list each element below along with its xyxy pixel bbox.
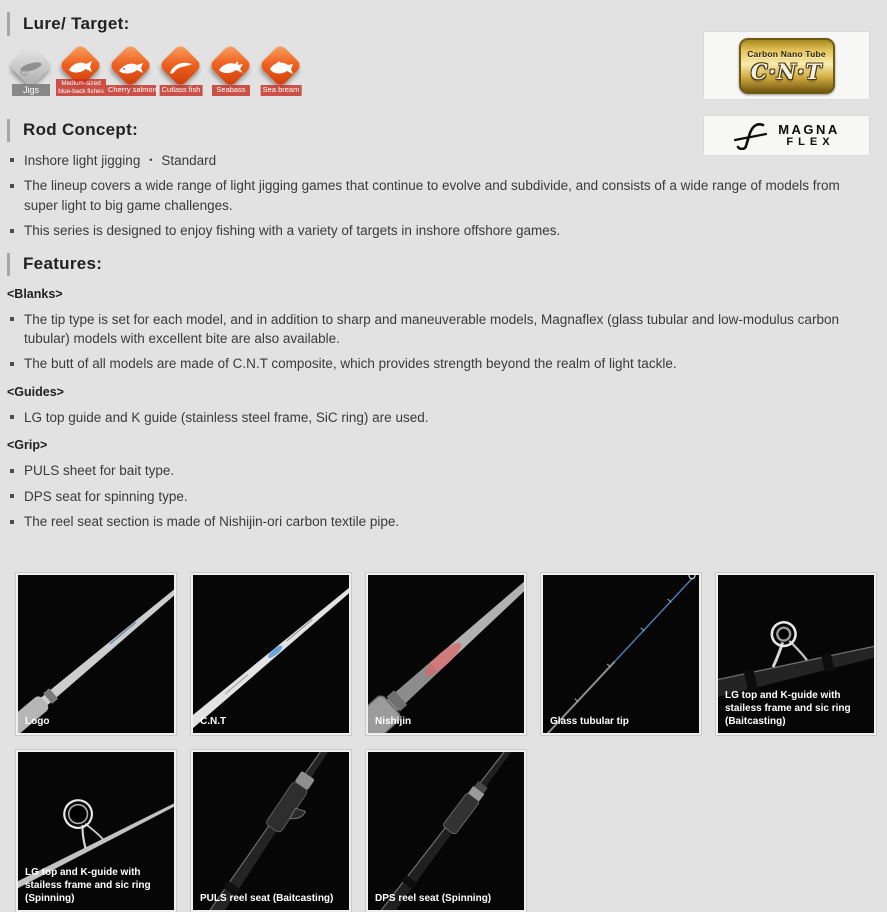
grip-bullets: [0, 461, 887, 531]
rod-logo-photo: [18, 575, 174, 733]
features-group-title-guides: <Guides>: [7, 384, 64, 399]
gallery-thumbnail-dps-seat[interactable]: [366, 750, 526, 912]
lure-label: Medium-sized blue-back fishes: [56, 79, 106, 95]
cutlass-fish-icon: [167, 58, 195, 78]
features-section: [0, 253, 887, 532]
features-heading: Features:: [7, 253, 887, 276]
lure-item-cherry-salmon: [106, 48, 156, 96]
bullet-item: The tip type is set for each model, and in addition to sharp and maneuverable models, Magnaflex (glass tubular and low-modulus carbon tubular) models with excellent bite are also available.: [8, 310, 876, 349]
cherry-salmon-icon: [117, 58, 145, 78]
cnt-badge-box: [703, 31, 870, 100]
gallery-thumbnail-guide-baitcasting[interactable]: [716, 573, 876, 735]
gallery-row-2: [16, 750, 887, 912]
cnt-badge-main-text: C·N·T: [750, 59, 823, 84]
lure-target-heading: Lure/ Target:: [7, 12, 887, 36]
blanks-bullets: [0, 310, 887, 374]
gallery-thumbnail-nishijin[interactable]: [366, 573, 526, 735]
gallery-thumbnail-glass-tip[interactable]: [541, 573, 701, 735]
carbon-nano-tube-badge: [739, 38, 835, 94]
lure-label: Jigs: [12, 84, 50, 96]
rod-nishijin-photo: [368, 575, 524, 733]
bullet-item: This series is designed to enjoy fishing with a variety of targets in inshore offshore games.: [8, 221, 876, 240]
gallery-caption: Nishijin: [375, 715, 412, 727]
lure-item-cutlass: [156, 48, 206, 96]
gallery-caption: DPS reel seat (Spinning): [375, 892, 492, 904]
rod-cnt-photo: [193, 575, 349, 733]
rod-concept-bullets: [0, 151, 887, 241]
magna-flex-line2: FLEX: [786, 136, 835, 148]
seabass-icon: [217, 58, 245, 78]
jig-icon: [17, 58, 45, 78]
features-group-title-blanks: <Blanks>: [7, 286, 63, 301]
magna-flex-f-icon: [733, 122, 771, 150]
gallery-caption: LG top and K-guide with stailess frame and sic ring (Spinning): [25, 866, 151, 904]
sea-bream-icon: [267, 58, 295, 78]
bullet-item: LG top guide and K guide (stainless steel frame, SiC ring) are used.: [8, 408, 876, 427]
lure-item-sea-bream: [256, 48, 306, 96]
lure-item-jigs: [6, 48, 56, 96]
lure-label: Cherry salmon: [108, 85, 157, 95]
lure-label: Seabass: [212, 85, 250, 96]
magna-flex-badge: [733, 122, 840, 150]
lure-label: Sea bream: [262, 85, 300, 95]
guides-bullets: [0, 408, 887, 427]
magna-flex-badge-box: [703, 115, 870, 156]
gallery-thumbnail-puls-seat[interactable]: [191, 750, 351, 912]
gallery-row-1: [16, 573, 887, 735]
gallery-caption: C.N.T: [200, 715, 227, 727]
bullet-item: DPS seat for spinning type.: [8, 487, 876, 506]
gallery-thumbnail-cnt[interactable]: [191, 573, 351, 735]
features-group-title-grip: <Grip>: [7, 438, 48, 453]
bullet-item: Inshore light jigging ・ Standard: [8, 151, 876, 170]
lure-item-seabass: [206, 48, 256, 96]
rod-dps-seat-photo: [368, 752, 524, 910]
rod-puls-seat-photo: [193, 752, 349, 910]
blueback-fish-icon: [67, 58, 95, 78]
magna-flex-text: [778, 123, 840, 148]
lure-item-bluebacks: [56, 48, 106, 96]
product-page: [0, 12, 887, 904]
gallery-thumbnail-guide-spinning[interactable]: [16, 750, 176, 912]
gallery-thumbnail-logo[interactable]: [16, 573, 176, 735]
bullet-item: The reel seat section is made of Nishijin-ori carbon textile pipe.: [8, 512, 876, 531]
gallery-caption: Glass tubular tip: [550, 715, 629, 727]
rod-concept-heading: Rod Concept:: [7, 119, 887, 142]
gallery-caption: PULS reel seat (Baitcasting): [200, 892, 334, 904]
photo-gallery: [16, 573, 887, 912]
lure-label: Cutlass fish: [161, 85, 201, 95]
magna-flex-line1: MAGNA: [778, 122, 840, 137]
bullet-item: The lineup covers a wide range of light jigging games that continue to evolve and subdivide, and consists of a wide range of models from super light to big game challenges.: [8, 176, 876, 215]
cnt-badge-top-text: Carbon Nano Tube: [747, 49, 826, 59]
gallery-caption: Logo: [25, 715, 50, 727]
bullet-item: PULS sheet for bait type.: [8, 461, 876, 480]
bullet-item: The butt of all models are made of C.N.T composite, which provides strength beyond the realm of light tackle.: [8, 354, 876, 373]
gallery-caption: LG top and K-guide with stailess frame and sic ring (Baitcasting): [725, 689, 851, 727]
rod-glass-tip-photo: [543, 575, 699, 733]
